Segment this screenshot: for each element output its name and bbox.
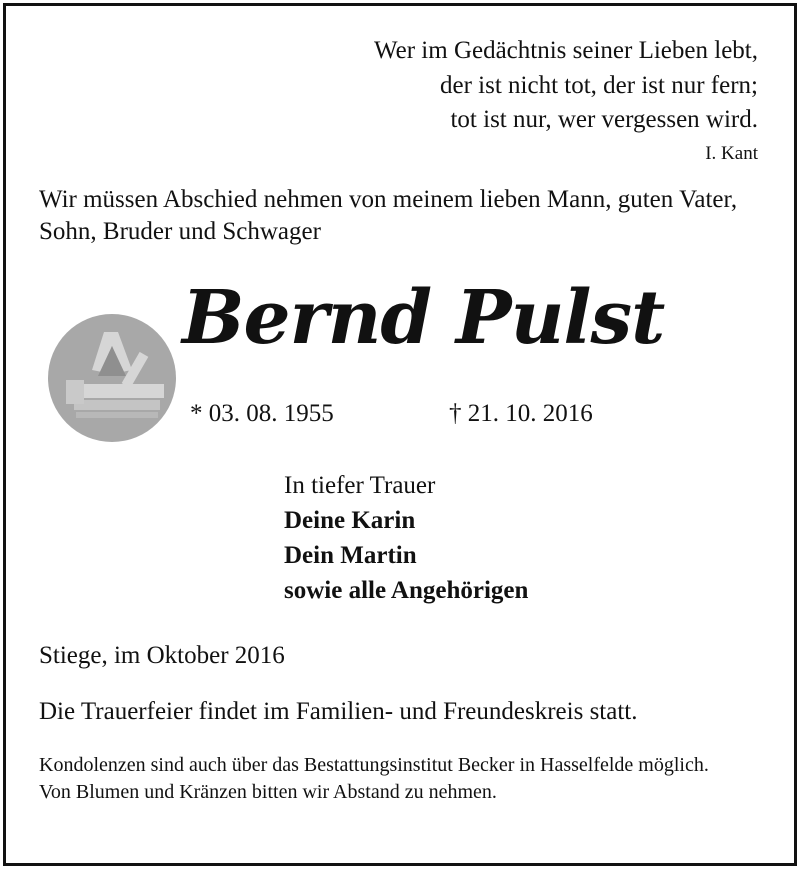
carpenter-tools-emblem-icon bbox=[46, 312, 178, 444]
quote-line-3: tot ist nur, wer vergessen wird. bbox=[450, 106, 758, 133]
mourner-name: Dein Martin bbox=[284, 542, 417, 569]
mourners-block bbox=[284, 468, 528, 608]
obituary-notice bbox=[3, 3, 797, 866]
intro-text: Wir müssen Abschied nehmen von meinem lieben Mann, guten Vater, Sohn, Bruder und Schwager bbox=[39, 186, 738, 245]
place-date: Stiege, im Oktober 2016 bbox=[39, 642, 285, 669]
quote-author: I. Kant bbox=[705, 143, 758, 164]
footer-notes bbox=[39, 752, 777, 806]
birth-date: * 03. 08. 1955 bbox=[190, 400, 334, 427]
mourner-name: sowie alle Angehörigen bbox=[284, 577, 529, 604]
condolences-note: Kondolenzen sind auch über das Bestattungsinstitut Becker in Hasselfelde möglich. bbox=[39, 754, 709, 776]
deceased-name: Bernd Pulst bbox=[182, 275, 665, 361]
mourner-name: Deine Karin bbox=[284, 507, 416, 534]
mourners-heading: In tiefer Trauer bbox=[284, 472, 436, 499]
quote-line-1: Wer im Gedächtnis seiner Lieben lebt, bbox=[374, 37, 758, 64]
death-date: † 21. 10. 2016 bbox=[449, 400, 593, 427]
flowers-note: Von Blumen und Kränzen bitten wir Abstand zu nehmen. bbox=[39, 781, 497, 803]
ceremony-notice: Die Trauerfeier findet im Familien- und Freundeskreis statt. bbox=[39, 698, 638, 725]
quote-line-2: der ist nicht tot, der ist nur fern; bbox=[440, 72, 758, 99]
